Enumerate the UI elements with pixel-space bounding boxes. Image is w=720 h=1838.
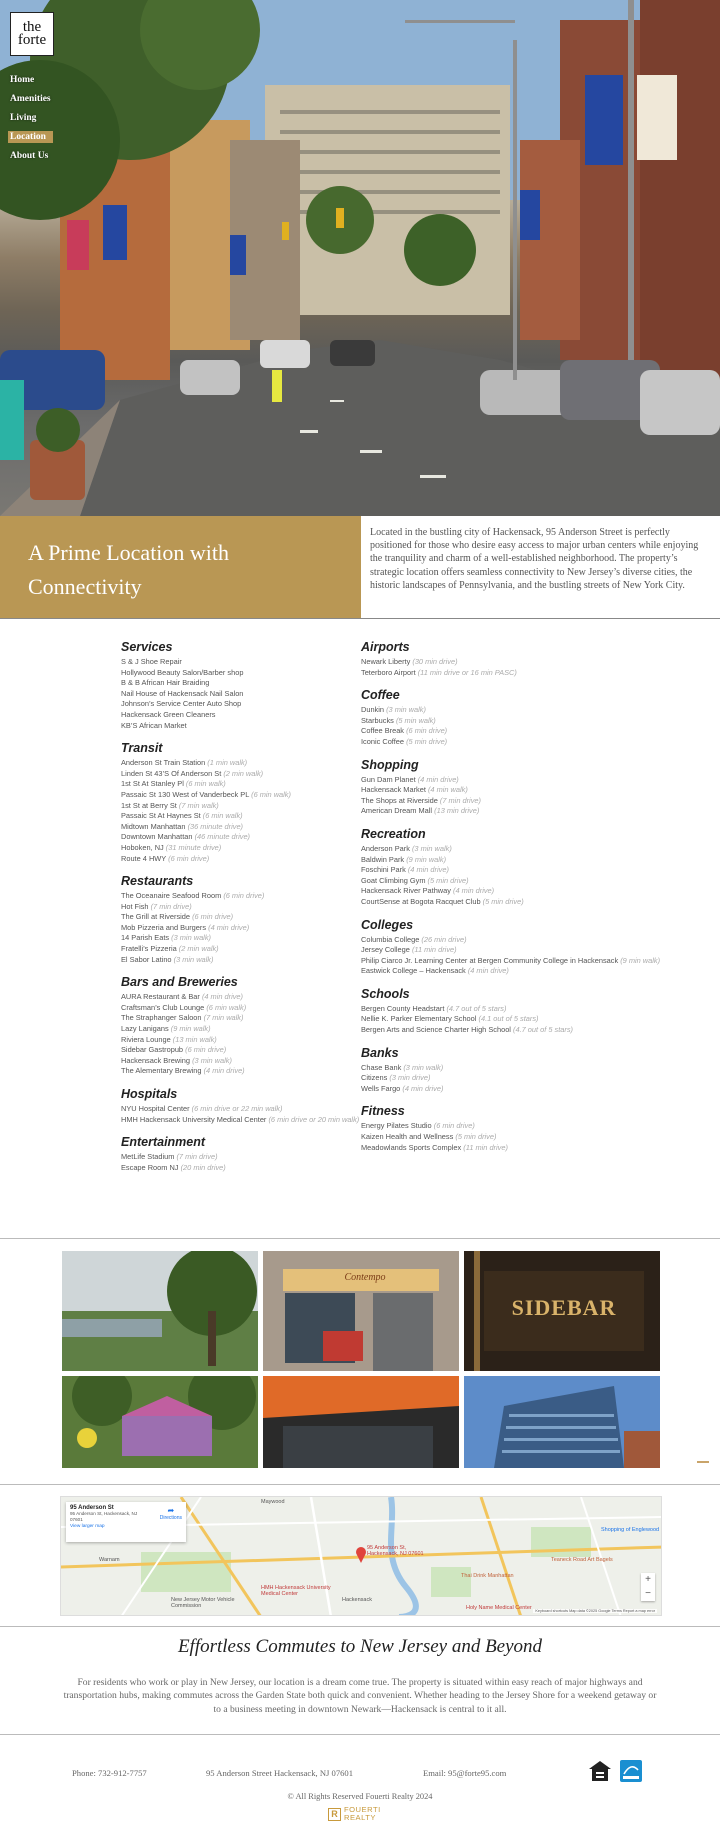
amenity-section <box>121 975 371 1077</box>
map-place-label: Maywood <box>261 1499 285 1505</box>
amenity-item <box>361 775 691 786</box>
amenity-item <box>361 1143 691 1154</box>
amenity-item-distance: (4 min drive) <box>467 966 509 976</box>
amenity-section-title: Restaurants <box>121 874 194 889</box>
amenity-item-name: CourtSense at Bogota Racquet Club <box>361 896 481 906</box>
map-place-label: Teaneck Road Art Bagels <box>551 1557 613 1563</box>
amenity-item-name: Dunkin <box>361 705 385 715</box>
nav-home[interactable]: Home <box>10 75 35 85</box>
amenity-section-title: Colleges <box>361 917 414 932</box>
amenity-item-distance: (7 min drive) <box>439 795 481 805</box>
amenity-item-name: Johnson’s Service Center Auto Shop <box>121 699 242 709</box>
section-divider <box>0 1238 720 1239</box>
amenity-item <box>121 955 371 966</box>
amenity-item <box>121 912 371 923</box>
map-card-title: 95 Anderson St <box>70 1505 114 1511</box>
amenity-item <box>121 721 371 732</box>
amenity-item-name: NYU Hospital Center <box>121 1104 190 1113</box>
amenity-item <box>361 668 691 679</box>
amenity-item <box>361 726 691 737</box>
amenity-item-name: Route 4 HWY <box>121 853 167 863</box>
amenity-item-distance: (3 min walk) <box>386 705 426 715</box>
view-larger-map-link[interactable]: View larger map <box>70 1524 105 1530</box>
amenity-item-distance: (30 min drive) <box>412 657 458 666</box>
amenity-item <box>121 992 371 1003</box>
gallery-photo-lake-park[interactable] <box>62 1251 258 1371</box>
map-place-label: Thai Drink Manhattan <box>461 1573 514 1579</box>
amenity-item-name: Hollywood Beauty Salon/Barber shop <box>121 667 244 677</box>
directions-label: Directions <box>159 1515 182 1521</box>
commute-text: For residents who work or play in New Jersey, our location is a dream come true. The property is situated within easy reach of major highways and transportation hubs, making commutes across the Garden State both quick and convenient. Whether heading to the Jersey Shore for a weekend getaway or to a business meeting in downtown Newark—Hackensack is central to it all. <box>63 1677 657 1715</box>
amenity-item-name: Craftsman’s Club Lounge <box>121 1002 205 1012</box>
amenity-section <box>121 640 371 731</box>
amenity-item <box>361 1121 691 1132</box>
amenity-section-title: Schools <box>361 986 410 1001</box>
amenity-section <box>361 827 691 908</box>
amenity-item-distance: (4 min drive) <box>453 886 495 896</box>
amenity-item-distance: (4 min drive) <box>417 774 459 784</box>
amenity-item-distance: (11 min drive or 16 min PASC) <box>417 667 517 677</box>
map-place-label: Shopping of Englewood <box>601 1527 660 1533</box>
amenity-item-name: Bergen Arts and Science Charter High School <box>361 1025 511 1035</box>
amenity-item-name: Anderson St Train Station <box>121 758 206 768</box>
zoom-in-button[interactable]: + <box>645 1574 651 1585</box>
gallery-photo-hospital[interactable] <box>464 1376 660 1468</box>
amenity-item-distance: (5 min drive) <box>482 896 524 906</box>
amenity-item <box>121 843 371 854</box>
intro-title-band <box>0 516 361 618</box>
amenity-item <box>121 668 371 679</box>
amenity-item <box>121 699 371 710</box>
amenity-item <box>121 1035 371 1046</box>
amenity-item-distance: (46 minute drive) <box>194 832 251 842</box>
amenity-item <box>361 737 691 748</box>
bar-sign-text: SIDEBAR <box>511 1295 617 1320</box>
amenity-item <box>121 891 371 902</box>
fouerti-logo-mark: R <box>328 1808 341 1821</box>
footer-address: 95 Anderson Street Hackensack, NJ 07601 <box>206 1768 354 1778</box>
amenity-item-name: Sidebar Gastropub <box>121 1045 184 1055</box>
amenity-item-name: HMH Hackensack University Medical Center <box>121 1114 267 1124</box>
amenity-item-distance: (13 min walk) <box>172 1034 217 1044</box>
amenity-item <box>121 710 371 721</box>
section-divider <box>0 1626 720 1627</box>
amenity-item-distance: (6 min drive or 20 min walk) <box>268 1114 360 1124</box>
amenity-item-name: Nellie K. Parker Elementary School <box>361 1014 477 1024</box>
amenity-item-name: Chase Bank <box>361 1062 402 1072</box>
amenities-column-right <box>361 640 691 1163</box>
amenity-item-distance: (9 min walk) <box>620 955 661 965</box>
amenity-item-distance: (6 min walk) <box>185 779 226 789</box>
amenity-item-distance: (5 min walk) <box>395 715 436 725</box>
amenity-item <box>121 1163 371 1174</box>
amenity-item-distance: (5 min drive) <box>455 1132 497 1142</box>
amenity-item-distance: (4 min drive) <box>208 922 250 932</box>
amenity-item-distance: (9 min walk) <box>406 854 447 864</box>
amenity-item-distance: (4 min drive) <box>402 1083 444 1093</box>
amenity-item <box>121 1003 371 1014</box>
amenity-section <box>361 688 691 747</box>
amenity-item-distance: (4.7 out of 5 stars) <box>513 1025 573 1035</box>
gallery-indicator[interactable] <box>697 1461 709 1463</box>
amenity-item <box>361 966 691 977</box>
amenity-item-name: Hot Fish <box>121 901 149 911</box>
amenity-item-distance: (11 min drive) <box>463 1142 508 1152</box>
amenity-item-name: Passaic St At Haynes St <box>121 811 201 821</box>
amenity-item-distance: (3 min walk) <box>192 1055 232 1065</box>
amenity-item <box>121 832 371 843</box>
amenity-item-distance: (26 min drive) <box>421 934 467 944</box>
amenity-item-distance: (4 min drive) <box>201 992 244 1002</box>
amenity-item <box>121 1104 371 1115</box>
amenity-item-name: Eastwick College – Hackensack <box>361 966 466 976</box>
amenity-item-distance: (7 min drive) <box>150 901 192 911</box>
main-nav <box>8 74 53 169</box>
amenity-item <box>361 956 691 967</box>
amenity-item-name: The Alementary Brewing <box>121 1066 202 1076</box>
amenity-item-distance: (6 min walk) <box>206 1002 247 1012</box>
amenity-section <box>361 987 691 1036</box>
amenity-item-name: Coffee Break <box>361 726 405 736</box>
footer-divider <box>0 1734 720 1735</box>
amenity-item-name: MetLife Stadium <box>121 1152 175 1162</box>
intro-text: Located in the bustling city of Hackensack, 95 Anderson Street is perfectly positioned for those who desire easy access to major urban centers while enjoying the tranquility and charm of a well-established neighborhood. The property’s strategic location offers seamless connectivity to New Jersey’s diverse cities, the historic landscapes of Pennsylvania, and the bustling streets of New York City. <box>370 527 699 591</box>
map-place-label: Holy Name Medical Center <box>466 1605 532 1611</box>
amenity-item-name: Energy Pilates Studio <box>361 1121 432 1131</box>
amenity-section <box>121 1135 371 1173</box>
amenity-section <box>361 640 691 678</box>
fouerti-logo-text: FOUERTI REALTY <box>344 1805 381 1822</box>
amenity-section-title: Entertainment <box>121 1135 206 1150</box>
amenity-item-name: Bergen County Headstart <box>361 1003 445 1013</box>
amenity-item <box>361 1073 691 1084</box>
amenity-item-name: The Straphanger Saloon <box>121 1013 202 1023</box>
amenity-item <box>121 902 371 913</box>
amenity-item-distance: (2 min walk) <box>178 944 219 954</box>
commute-title: Effortless Commutes to New Jersey and Beyond <box>177 1636 543 1657</box>
amenity-item-name: AURA Restaurant & Bar <box>121 992 200 1002</box>
amenity-item-name: B & B African Hair Braiding <box>121 678 210 688</box>
amenity-item <box>361 785 691 796</box>
amenity-item <box>361 865 691 876</box>
amenity-item-name: American Dream Mall <box>361 806 433 816</box>
map-place-label: HMH Hackensack University Medical Center <box>261 1585 331 1597</box>
amenity-item-distance: (11 min drive) <box>411 945 457 955</box>
amenity-item-name: Hackensack Market <box>361 785 426 795</box>
amenity-item-name: Hackensack River Pathway <box>361 886 451 896</box>
amenity-item <box>121 1024 371 1035</box>
amenity-item-distance: (6 min walk) <box>251 789 291 799</box>
amenity-item-name: El Sabor Latino <box>121 954 172 964</box>
map-pin-label: 95 Anderson St, Hackensack, NJ 07601 <box>367 1545 424 1557</box>
amenity-item <box>361 855 691 866</box>
amenity-item-distance: (4 min drive) <box>203 1066 245 1076</box>
amenity-item <box>361 886 691 897</box>
amenity-section <box>121 741 371 864</box>
amenity-item <box>121 678 371 689</box>
amenity-item-name: Hackensack Brewing <box>121 1055 191 1065</box>
amenity-section-title: Recreation <box>361 826 426 841</box>
amenity-item <box>121 758 371 769</box>
hero-image <box>0 0 720 516</box>
footer-phone[interactable]: Phone: 732-912-7757 <box>72 1768 147 1778</box>
amenity-item <box>361 796 691 807</box>
amenity-item-name: Riviera Lounge <box>121 1034 171 1044</box>
amenity-item-name: Teterboro Airport <box>361 667 416 677</box>
amenity-item-distance: (3 min walk) <box>411 843 452 853</box>
amenity-item <box>121 657 371 668</box>
amenity-item-distance: (4 min walk) <box>427 785 468 795</box>
amenity-section-title: Banks <box>361 1045 399 1060</box>
amenity-item-distance: (2 min walk) <box>223 768 264 778</box>
map-place-label: Warnam <box>99 1557 120 1563</box>
gallery-photo-storefront[interactable] <box>263 1251 459 1371</box>
amenity-item-name: Meadowlands Sports Complex <box>361 1142 462 1152</box>
amenity-item-name: Escape Room NJ <box>121 1162 179 1172</box>
amenity-item <box>121 1045 371 1056</box>
amenity-section-title: Airports <box>361 640 410 654</box>
embedded-map[interactable] <box>60 1496 662 1616</box>
amenity-item-name: Baldwin Park <box>361 854 405 864</box>
amenity-section <box>361 1104 691 1153</box>
footer-email[interactable]: Email: 95@forte95.com <box>423 1768 507 1778</box>
amenity-item-distance: (4.7 out of 5 stars) <box>446 1003 507 1013</box>
amenity-item-name: Gun Dam Planet <box>361 774 416 784</box>
amenity-item-distance: (9 min walk) <box>170 1024 211 1034</box>
amenity-section-title: Coffee <box>361 688 400 703</box>
amenity-section-title: Shopping <box>361 757 419 772</box>
amenity-item <box>361 1004 691 1015</box>
amenity-item <box>121 769 371 780</box>
amenity-item-name: Mob Pizzeria and Burgers <box>121 922 207 932</box>
amenity-item <box>361 1063 691 1074</box>
amenity-item-name: Goat Climbing Gym <box>361 875 426 885</box>
amenity-item-name: Linden St 43’S Of Anderson St <box>121 768 222 778</box>
gallery-photo-playground[interactable] <box>62 1376 258 1468</box>
amenity-item <box>121 933 371 944</box>
amenity-item <box>361 1084 691 1095</box>
amenity-item <box>121 779 371 790</box>
amenity-item-name: Newark Liberty <box>361 657 411 666</box>
amenity-item-distance: (7 min walk) <box>203 1013 244 1023</box>
map-place-label: New Jersey Motor Vehicle Commission <box>171 1597 235 1609</box>
amenity-item <box>121 923 371 934</box>
amenity-section <box>361 758 691 817</box>
amenity-item <box>121 801 371 812</box>
amenity-item <box>361 935 691 946</box>
amenity-section <box>121 1087 371 1125</box>
energy-star-icon <box>620 1760 642 1782</box>
amenity-item <box>121 790 371 801</box>
amenity-item <box>121 1056 371 1067</box>
section-divider <box>0 1484 720 1485</box>
forte-logo[interactable]: the forte <box>10 12 54 56</box>
map-place-label: Hackensack <box>342 1597 372 1603</box>
amenity-item-distance: (3 min walk) <box>403 1062 444 1072</box>
store-sign-text: Contempo <box>344 1272 386 1283</box>
nav-location[interactable]: Location <box>8 131 53 143</box>
amenity-item-distance: (7 min walk) <box>178 800 219 810</box>
amenity-item <box>121 854 371 865</box>
amenity-item <box>121 944 371 955</box>
amenity-item-name: Foschini Park <box>361 865 406 875</box>
map-zoom-controls <box>641 1573 655 1601</box>
amenity-item-distance: (3 min drive) <box>389 1073 431 1083</box>
amenity-item-distance: (6 min drive) <box>223 891 265 901</box>
nav-about-us[interactable]: About Us <box>10 151 49 161</box>
amenity-item-name: KB’S African Market <box>121 720 187 730</box>
amenity-item-name: Citizens <box>361 1073 388 1083</box>
amenity-item-name: 1st St at Berry St <box>121 800 177 810</box>
amenity-item-distance: (6 min drive) <box>168 853 210 863</box>
amenity-item-name: Lazy Lanigans <box>121 1024 169 1034</box>
amenity-item-name: Hoboken, NJ <box>121 842 164 852</box>
amenity-section <box>361 918 691 977</box>
amenity-item-distance: (5 min drive) <box>406 736 448 746</box>
amenity-item-name: Downtown Manhattan <box>121 832 193 842</box>
amenity-item-distance: (6 min drive) <box>433 1121 475 1131</box>
amenity-item-name: Kaizen Health and Wellness <box>361 1132 454 1142</box>
amenity-item-name: Starbucks <box>361 715 394 725</box>
zoom-out-button[interactable]: − <box>645 1588 651 1599</box>
street-scene-illustration <box>0 0 720 516</box>
amenity-item <box>121 689 371 700</box>
amenity-item <box>361 844 691 855</box>
footer-copyright: © All Rights Reserved Fouerti Realty 2024 <box>287 1792 433 1801</box>
amenity-item-name: Passaic St 130 West of Vanderbeck PL <box>121 789 250 799</box>
map-info-card <box>66 1502 186 1542</box>
nav-living[interactable]: Living <box>10 113 37 123</box>
amenity-item-name: The Oceanaire Seafood Room <box>121 891 222 901</box>
equal-housing-icon <box>588 1760 612 1782</box>
gallery-photo-modern-building[interactable] <box>263 1376 459 1468</box>
amenity-item <box>361 657 691 668</box>
gallery-photo-sidebar[interactable] <box>464 1251 660 1371</box>
amenity-section <box>121 874 371 965</box>
amenity-item-distance: (6 min drive) <box>406 726 448 736</box>
amenity-item-distance: (6 min walk) <box>202 811 243 821</box>
amenity-section <box>361 1046 691 1095</box>
amenity-item-distance: (7 min drive) <box>176 1152 218 1162</box>
map-attribution[interactable]: Keyboard shortcuts Map data ©2025 Google Terms Report a map error <box>535 1609 655 1613</box>
amenity-section-title: Fitness <box>361 1104 405 1119</box>
amenity-item-distance: (5 min drive) <box>427 875 469 885</box>
amenity-item-name: S & J Shoe Repair <box>121 657 182 666</box>
amenity-item <box>121 822 371 833</box>
amenity-item-name: Columbia College <box>361 934 420 944</box>
directions-icon: ➦ <box>167 1506 175 1515</box>
amenity-item <box>361 876 691 887</box>
amenity-item <box>121 811 371 822</box>
nav-amenities[interactable]: Amenities <box>10 94 51 104</box>
amenity-item-name: Hackensack Green Cleaners <box>121 709 216 719</box>
amenity-item-name: Fratelli’s Pizzeria <box>121 944 177 954</box>
amenity-item-name: Iconic Coffee <box>361 736 405 746</box>
amenity-item <box>121 1152 371 1163</box>
amenity-item-distance: (4 min drive) <box>407 865 449 875</box>
amenity-item <box>361 705 691 716</box>
amenity-item <box>361 1025 691 1036</box>
amenity-item <box>121 1013 371 1024</box>
amenity-section-title: Bars and Breweries <box>121 975 238 990</box>
intro-title: A Prime Location with Connectivity <box>28 540 230 599</box>
amenity-item-distance: (31 minute drive) <box>165 842 222 852</box>
amenity-item <box>361 945 691 956</box>
amenity-item <box>361 897 691 908</box>
amenity-item <box>361 1014 691 1025</box>
amenity-item-name: Nail House of Hackensack Nail Salon <box>121 688 244 698</box>
amenity-section-title: Services <box>121 640 173 654</box>
amenity-item <box>121 1115 371 1126</box>
amenity-item-distance: (6 min drive) <box>185 1045 227 1055</box>
amenity-item-name: 14 Parish Eats <box>121 933 170 943</box>
amenity-item-name: Anderson Park <box>361 843 410 853</box>
amenity-item-name: Midtown Manhattan <box>121 821 186 831</box>
amenity-item-distance: (6 min drive or 22 min walk) <box>191 1104 283 1113</box>
amenity-item <box>361 716 691 727</box>
amenity-section-title: Transit <box>121 741 163 756</box>
amenity-item-distance: (13 min drive) <box>434 806 480 816</box>
map-card-address: 95 Anderson St, Hackensack, NJ 07601 <box>70 1511 138 1522</box>
amenity-item-name: The Shops at Riverside <box>361 795 438 805</box>
amenity-item-name: 1st St At Stanley Pl <box>121 779 184 789</box>
amenity-item-name: The Grill at Riverside <box>121 912 190 922</box>
amenity-section-title: Hospitals <box>121 1087 178 1101</box>
amenity-item-distance: (6 min drive) <box>192 912 234 922</box>
amenity-item-distance: (3 min walk) <box>173 954 214 964</box>
intro-divider <box>0 618 720 619</box>
amenity-item-distance: (20 min drive) <box>180 1162 226 1172</box>
amenity-item-name: Jersey College <box>361 945 410 955</box>
amenity-item <box>361 1132 691 1143</box>
amenity-item-distance: (36 minute drive) <box>187 821 244 831</box>
amenity-item-name: Wells Fargo <box>361 1083 401 1093</box>
amenity-item <box>361 806 691 817</box>
amenity-item <box>121 1066 371 1077</box>
amenity-item-distance: (1 min walk) <box>207 758 248 768</box>
fouerti-realty-logo[interactable] <box>328 1806 381 1822</box>
directions-button[interactable] <box>160 1506 182 1521</box>
amenity-item-distance: (3 min walk) <box>171 933 211 943</box>
amenity-item-name: Philip Ciarco Jr. Learning Center at Bergen Community College in Hackensack <box>361 955 619 965</box>
amenity-item-distance: (4.1 out of 5 stars) <box>478 1014 539 1024</box>
amenities-column-left <box>121 640 371 1183</box>
